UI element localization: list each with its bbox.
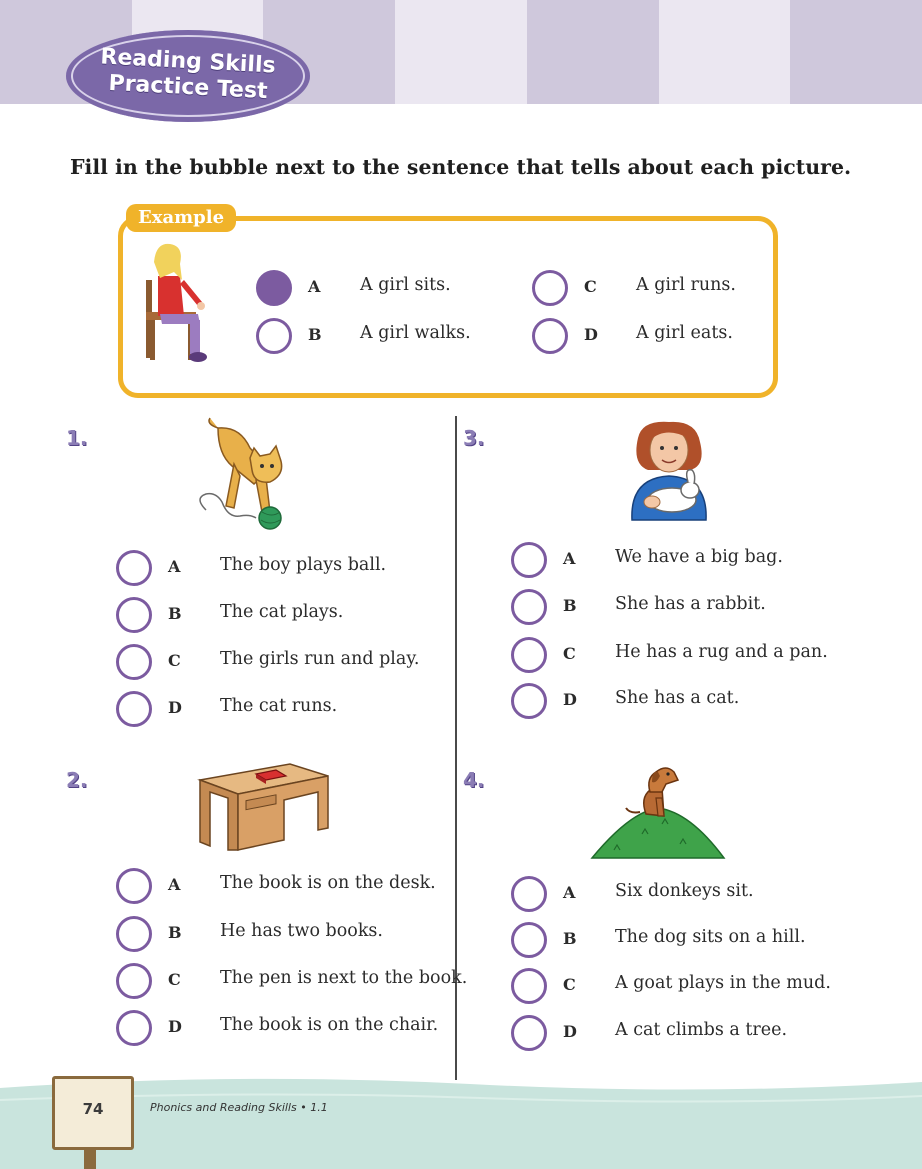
- answer-bubble[interactable]: [511, 922, 547, 958]
- answer-bubble[interactable]: [511, 637, 547, 673]
- option-letter: B: [563, 596, 577, 615]
- option-letter: C: [563, 975, 576, 994]
- option-letter: B: [308, 325, 322, 344]
- answer-bubble[interactable]: [532, 270, 568, 306]
- option-letter: A: [168, 875, 181, 894]
- option-text: The girls run and play.: [220, 649, 420, 669]
- option-text: A cat climbs a tree.: [615, 1020, 788, 1040]
- option-text: A goat plays in the mud.: [615, 973, 831, 993]
- answer-bubble[interactable]: [116, 597, 152, 633]
- girl-holding-rabbit-illustration: [626, 420, 712, 520]
- answer-bubble[interactable]: [256, 270, 292, 306]
- answer-bubble[interactable]: [532, 318, 568, 354]
- dog-on-hill-illustration: [590, 758, 726, 860]
- option-letter: A: [563, 549, 576, 568]
- option-text: The cat runs.: [220, 696, 338, 716]
- option-text: She has a cat.: [615, 688, 740, 708]
- option-text: He has two books.: [220, 921, 383, 941]
- answer-bubble[interactable]: [256, 318, 292, 354]
- question-number-3: 3.: [463, 426, 485, 450]
- girl-on-chair-illustration: [140, 240, 220, 370]
- answer-bubble[interactable]: [511, 876, 547, 912]
- option-text: Six donkeys sit.: [615, 881, 754, 901]
- question-number-2: 2.: [66, 768, 88, 792]
- answer-bubble[interactable]: [511, 683, 547, 719]
- option-text: A girl runs.: [636, 275, 736, 295]
- answer-bubble[interactable]: [511, 1015, 547, 1051]
- footer-text: Phonics and Reading Skills • 1.1: [150, 1101, 328, 1114]
- option-letter: D: [563, 690, 577, 709]
- option-text: The dog sits on a hill.: [615, 927, 806, 947]
- page-number: 74: [82, 1100, 104, 1118]
- option-text: She has a rabbit.: [615, 594, 766, 614]
- option-letter: A: [308, 277, 321, 296]
- option-text: The book is on the desk.: [220, 873, 436, 893]
- option-letter: D: [168, 1017, 182, 1036]
- answer-bubble[interactable]: [116, 916, 152, 952]
- option-text: The boy plays ball.: [220, 555, 387, 575]
- option-letter: A: [563, 883, 576, 902]
- answer-bubble[interactable]: [511, 968, 547, 1004]
- option-letter: C: [168, 651, 181, 670]
- option-text: The cat plays.: [220, 602, 344, 622]
- title-badge: [66, 30, 310, 122]
- option-text: He has a rug and a pan.: [615, 642, 828, 662]
- badge-title-line1: Reading Skills: [99, 44, 277, 79]
- answer-bubble[interactable]: [511, 589, 547, 625]
- instructions: Fill in the bubble next to the sentence that tells about each picture.: [70, 155, 852, 179]
- cat-with-yarn-illustration: [200, 418, 300, 530]
- answer-bubble[interactable]: [511, 542, 547, 578]
- answer-bubble[interactable]: [116, 644, 152, 680]
- option-letter: A: [168, 557, 181, 576]
- answer-bubble[interactable]: [116, 1010, 152, 1046]
- option-text: A girl walks.: [360, 323, 471, 343]
- option-text: The book is on the chair.: [220, 1015, 439, 1035]
- option-letter: D: [584, 325, 598, 344]
- option-letter: C: [563, 644, 576, 663]
- option-letter: B: [168, 923, 182, 942]
- answer-bubble[interactable]: [116, 550, 152, 586]
- footer-band: [0, 1060, 922, 1169]
- option-letter: C: [168, 970, 181, 989]
- option-letter: C: [584, 277, 597, 296]
- answer-bubble[interactable]: [116, 963, 152, 999]
- option-letter: D: [168, 698, 182, 717]
- badge-title-line2: Practice Test: [107, 70, 269, 105]
- option-text: We have a big bag.: [615, 547, 783, 567]
- option-text: A girl eats.: [636, 323, 733, 343]
- answer-bubble[interactable]: [116, 691, 152, 727]
- desk-with-book-illustration: [198, 762, 330, 852]
- answer-bubble[interactable]: [116, 868, 152, 904]
- question-number-1: 1.: [66, 426, 88, 450]
- option-letter: D: [563, 1022, 577, 1041]
- question-number-4: 4.: [463, 768, 485, 792]
- option-letter: B: [563, 929, 577, 948]
- option-text: A girl sits.: [360, 275, 451, 295]
- example-label: Example: [126, 204, 236, 232]
- option-text: The pen is next to the book.: [220, 968, 468, 988]
- option-letter: B: [168, 604, 182, 623]
